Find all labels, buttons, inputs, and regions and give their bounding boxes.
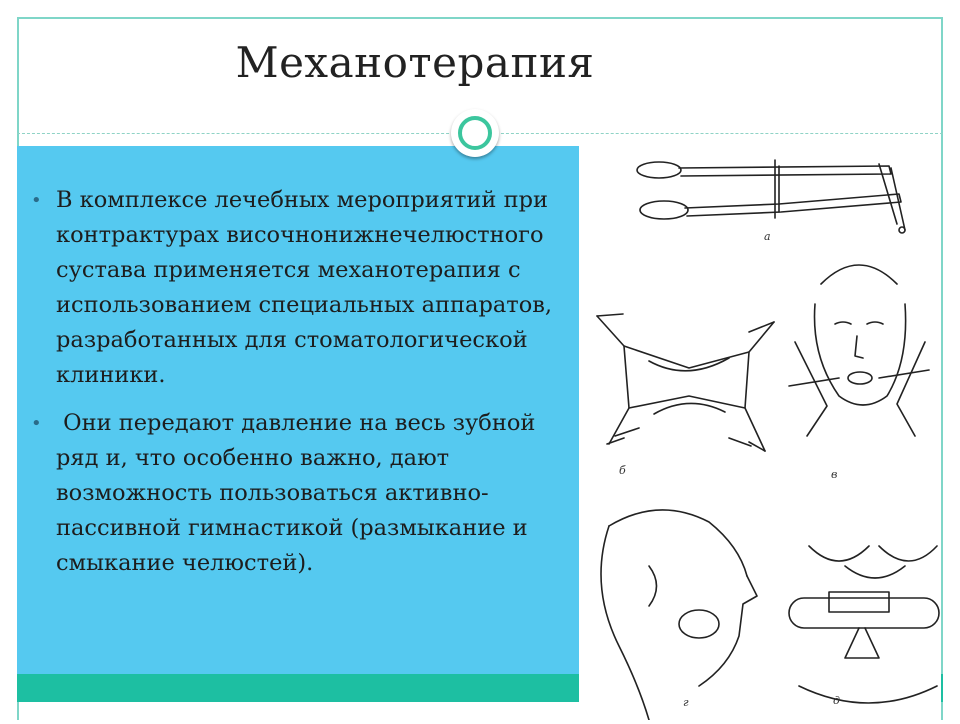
face-g	[601, 510, 757, 720]
caption-v: в	[831, 468, 838, 481]
bullet-item	[28, 183, 573, 393]
bullet-icon: •	[31, 190, 42, 211]
caption-d: д	[833, 694, 840, 707]
caption-g: г	[683, 696, 689, 709]
bullet-text: В комплексе лечебных мероприятий при контрактурах височнонижнечелюстного сустава применяется механотерапия с использованием специальных аппаратов, разработанных для стоматологической клиники.	[56, 187, 553, 388]
apparatus-b	[597, 314, 774, 451]
apparatus-a	[637, 160, 905, 233]
caption-a: а	[764, 230, 771, 243]
face-v	[789, 265, 929, 436]
frame-top-border	[17, 17, 943, 19]
bullet-list	[28, 183, 573, 594]
illustration-panel	[579, 146, 941, 720]
bullet-item	[28, 406, 573, 581]
ring-ornament	[451, 109, 499, 157]
apparatus-illustration	[579, 146, 941, 720]
bullet-text: Они передают давление на весь зубной ряд и, что особенно важно, дают возможность пользоваться активно-пассивной гимнастикой (размыкание и смыкание челюстей).	[56, 410, 543, 576]
bullet-icon: •	[31, 413, 42, 434]
face-d	[789, 546, 939, 703]
slide-title: Механотерапия	[235, 38, 595, 87]
caption-b: б	[619, 464, 626, 477]
frame-right-border	[941, 18, 943, 720]
